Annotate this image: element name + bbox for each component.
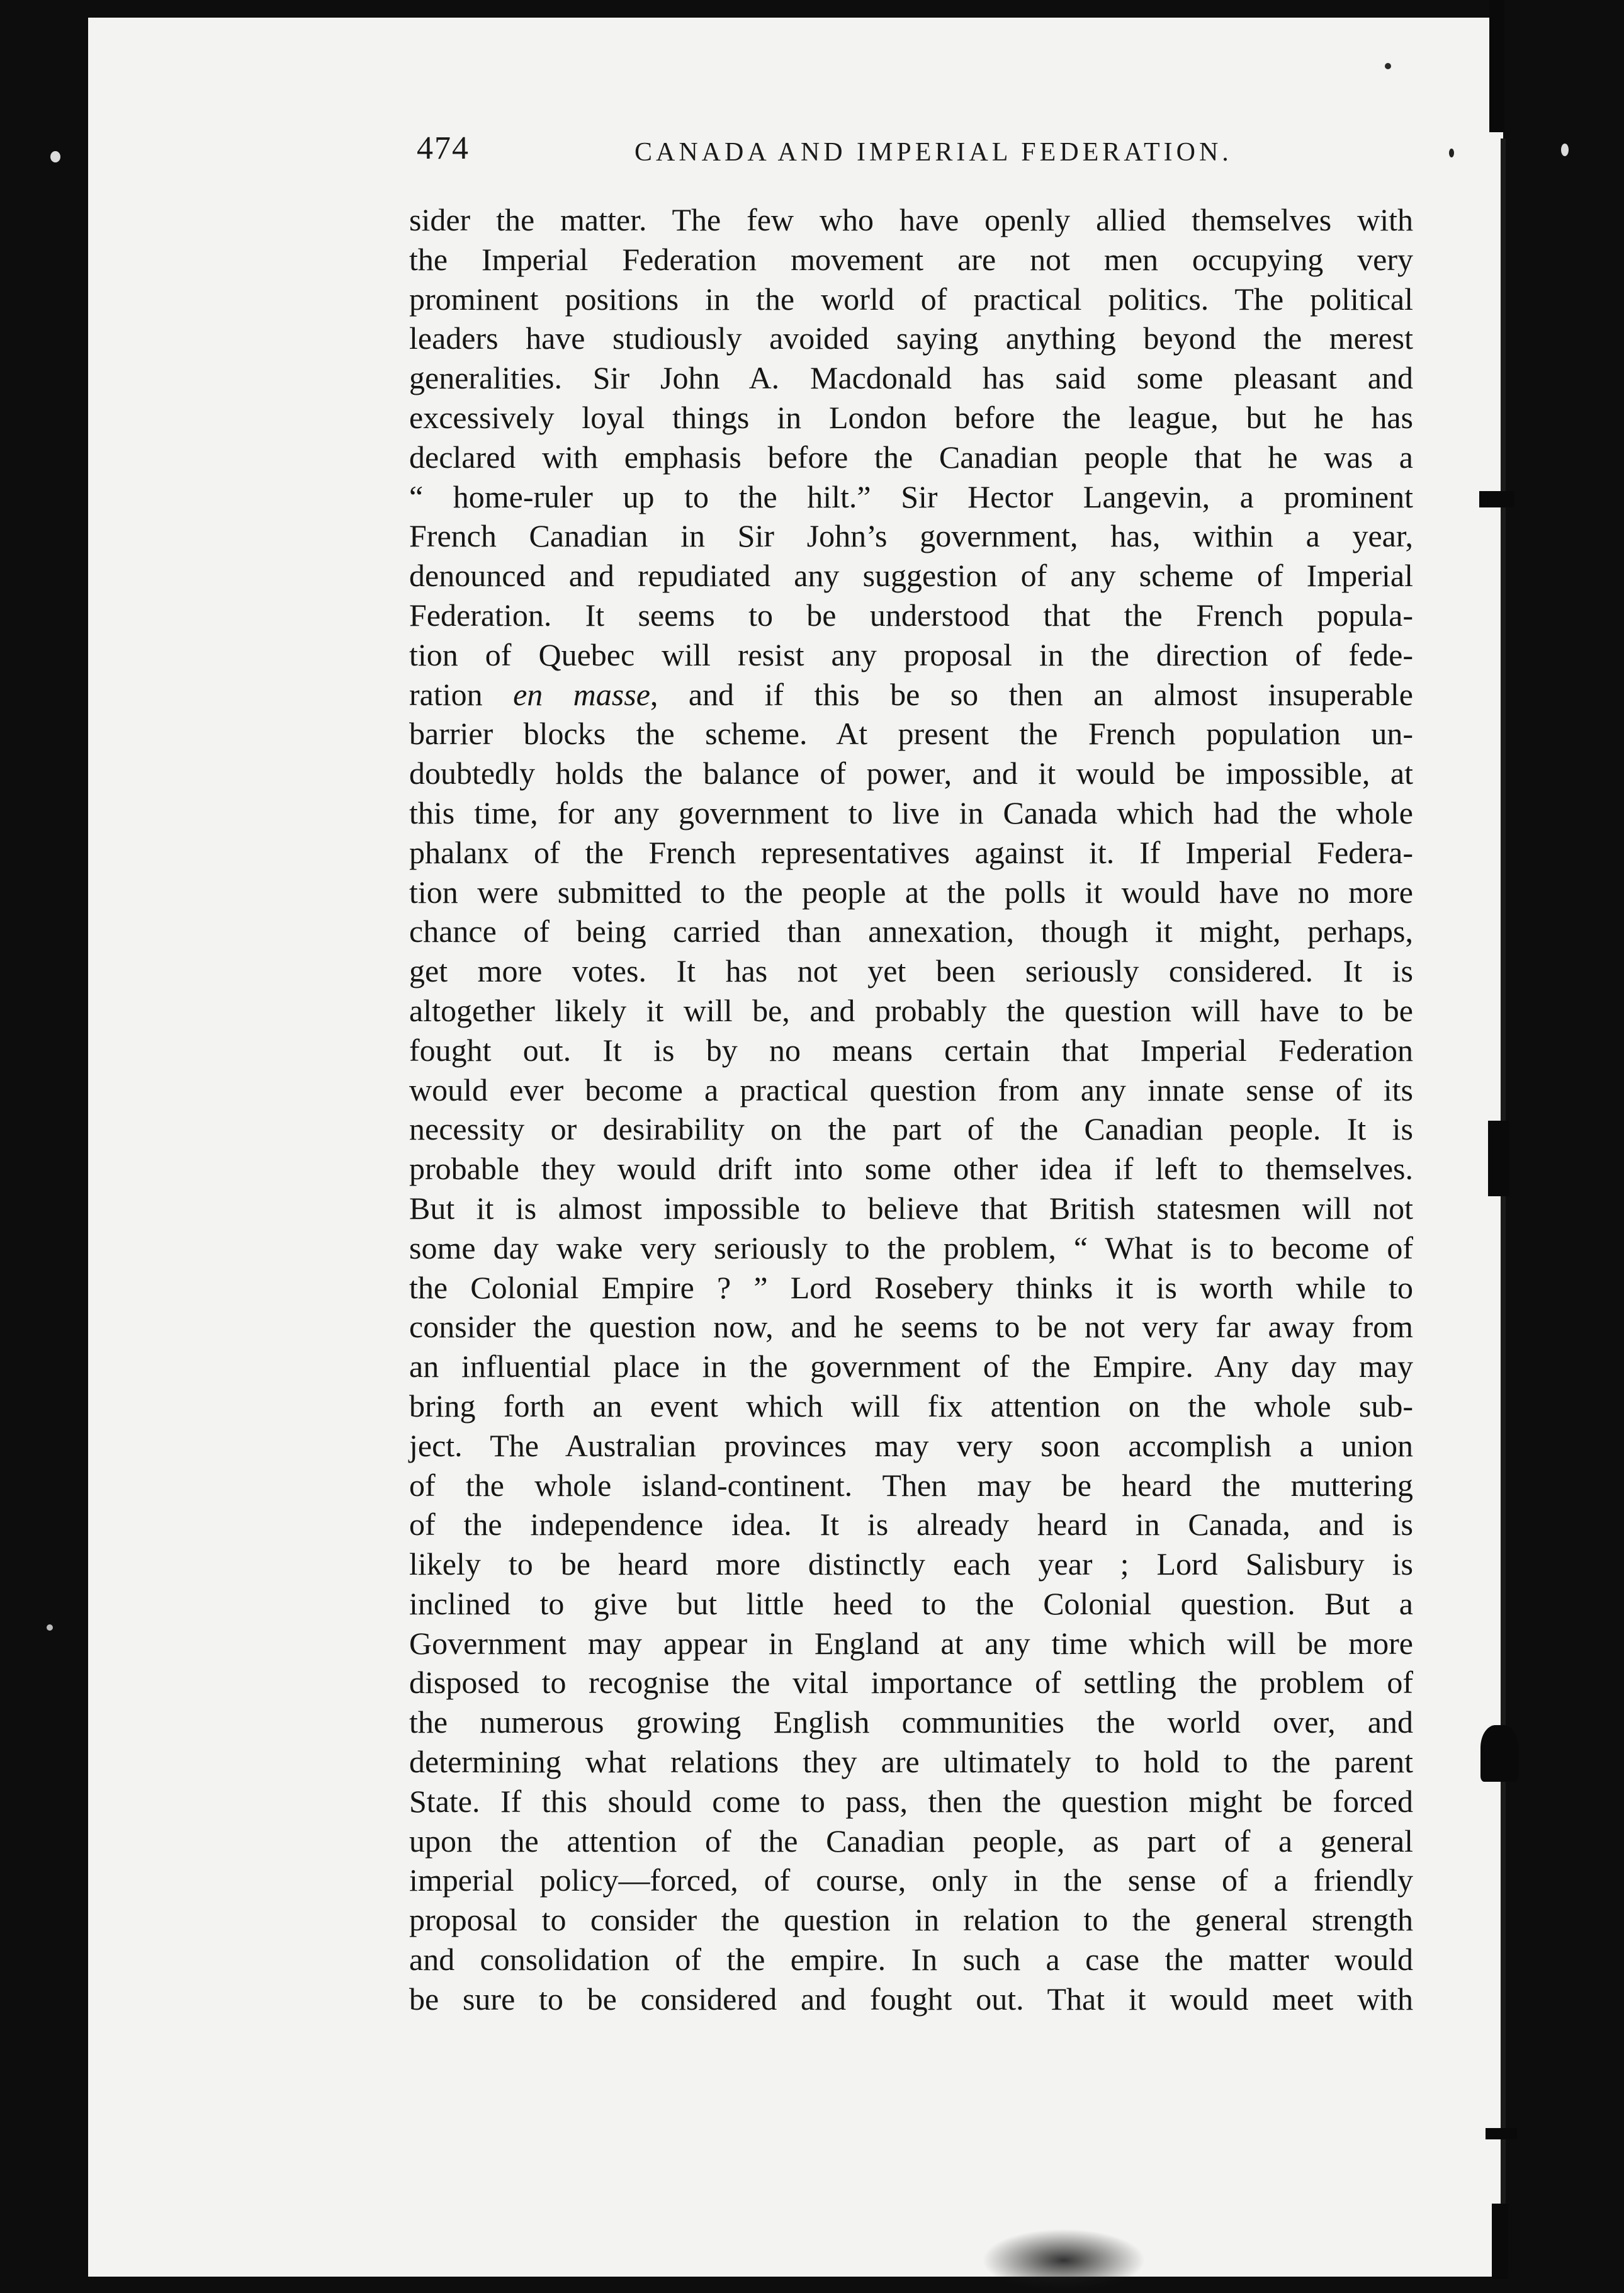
text-line: tion of Quebec will resist any proposal in the direction of fede- — [409, 637, 1413, 672]
dust-speck — [1385, 63, 1391, 69]
running-head: CANADA AND IMPERIAL FEDERATION. — [634, 138, 1232, 167]
text-line: Federation. It seems to be understood that the French popula- — [409, 597, 1413, 633]
text-line: altogether likely it will be, and probably the question will have to be — [409, 992, 1413, 1028]
text-line: determining what relations they are ultimately to hold to the parent — [409, 1744, 1413, 1780]
text-line: necessity or desirability on the part of the Canadian people. It is — [409, 1111, 1413, 1147]
binding-mark — [1486, 2128, 1517, 2139]
binding-edge — [1467, 0, 1624, 2293]
text-line: bring forth an event which will fix attention on the whole sub- — [409, 1388, 1413, 1424]
text-line: State. If this should come to pass, then the question might be forced — [409, 1783, 1413, 1819]
text-line: denounced and repudiated any suggestion of any scheme of Imperial — [409, 558, 1413, 594]
text-line: the Imperial Federation movement are not men occupying very — [409, 241, 1413, 277]
text-line: prominent positions in the world of practical politics. The political — [409, 281, 1413, 317]
text-line: this time, for any government to live in Canada which had the whole — [409, 795, 1413, 830]
body-text — [409, 200, 1413, 2019]
scan-smudge — [982, 2229, 1146, 2292]
text-line: of the independence idea. It is already heard in Canada, and is — [409, 1507, 1413, 1543]
page-number: 474 — [417, 130, 470, 166]
text-line: barrier blocks the scheme. At present the French population un- — [409, 716, 1413, 752]
text-line: leaders have studiously avoided saying anything beyond the merest — [409, 320, 1413, 356]
text-line: ject. The Australian provinces may very soon accomplish a union — [409, 1427, 1413, 1463]
binding-mark — [1489, 0, 1504, 132]
text-line: generalities. Sir John A. Macdonald has said some pleasant and — [409, 360, 1413, 396]
text-line: disposed to recognise the vital importance of settling the problem of — [409, 1665, 1413, 1701]
text-line: the Colonial Empire ? ” Lord Rosebery thinks it is worth while to — [409, 1269, 1413, 1305]
text-line: consider the question now, and he seems to be not very far away from — [409, 1309, 1413, 1345]
text-line: fought out. It is by no means certain that Imperial Federation — [409, 1032, 1413, 1068]
text-line: and consolidation of the empire. In such a case the matter would — [409, 1942, 1413, 1978]
text-line: French Canadian in Sir John’s government, has, within a year, — [409, 518, 1413, 554]
text-line: would ever become a practical question from any innate sense of its — [409, 1072, 1413, 1107]
binding-mark — [1492, 2204, 1508, 2279]
text-line: But it is almost impossible to believe that British statesmen will not — [409, 1190, 1413, 1226]
text-line: be sure to be considered and fought out. That it would meet with — [409, 1981, 1413, 2017]
page-header — [417, 130, 1361, 186]
text-line: probable they would drift into some other idea if left to themselves. — [409, 1151, 1413, 1187]
text-line: the numerous growing English communities the world over, and — [409, 1704, 1413, 1740]
text-line: “ home-ruler up to the hilt.” Sir Hector Langevin, a prominent — [409, 478, 1413, 514]
binding-mark — [1480, 1725, 1518, 1782]
text-line: an influential place in the government of the Empire. Any day may — [409, 1349, 1413, 1384]
text-line: Government may appear in England at any time which will be more — [409, 1625, 1413, 1661]
text-line: imperial policy—forced, of course, only in the sense of a friendly — [409, 1862, 1413, 1898]
dust-speck — [1449, 149, 1454, 157]
text-line: some day wake very seriously to the problem, “ What is to become of — [409, 1230, 1413, 1265]
binding-mark — [1479, 491, 1514, 507]
binding-line — [1501, 139, 1506, 2267]
dust-speck — [50, 151, 60, 162]
text-line: tion were submitted to the people at the polls it would have no more — [409, 874, 1413, 910]
text-line: proposal to consider the question in relation to the general strength — [409, 1902, 1413, 1938]
text-line: ration en masse, and if this be so then an almost insuperable — [409, 676, 1413, 712]
scanned-page — [88, 18, 1503, 2277]
text-line: of the whole island-continent. Then may be heard the muttering — [409, 1467, 1413, 1503]
text-line: declared with emphasis before the Canadian people that he was a — [409, 439, 1413, 475]
text-line: likely to be heard more distinctly each year ; Lord Salisbury is — [409, 1546, 1413, 1582]
text-line: sider the matter. The few who have openly allied themselves with — [409, 202, 1413, 237]
text-line: phalanx of the French representatives against it. If Imperial Federa- — [409, 834, 1413, 870]
text-line: chance of being carried than annexation, though it might, perhaps, — [409, 914, 1413, 949]
text-line: excessively loyal things in London before the league, but he has — [409, 399, 1413, 435]
binding-mark — [1488, 1121, 1509, 1196]
dust-speck — [1561, 144, 1569, 156]
text-line: upon the attention of the Canadian people, as part of a general — [409, 1823, 1413, 1859]
text-line: inclined to give but little heed to the Colonial question. But a — [409, 1585, 1413, 1621]
text-line: doubtedly holds the balance of power, and it would be impossible, at — [409, 756, 1413, 791]
dust-speck — [47, 1624, 53, 1631]
text-line: get more votes. It has not yet been seriously considered. It is — [409, 953, 1413, 989]
